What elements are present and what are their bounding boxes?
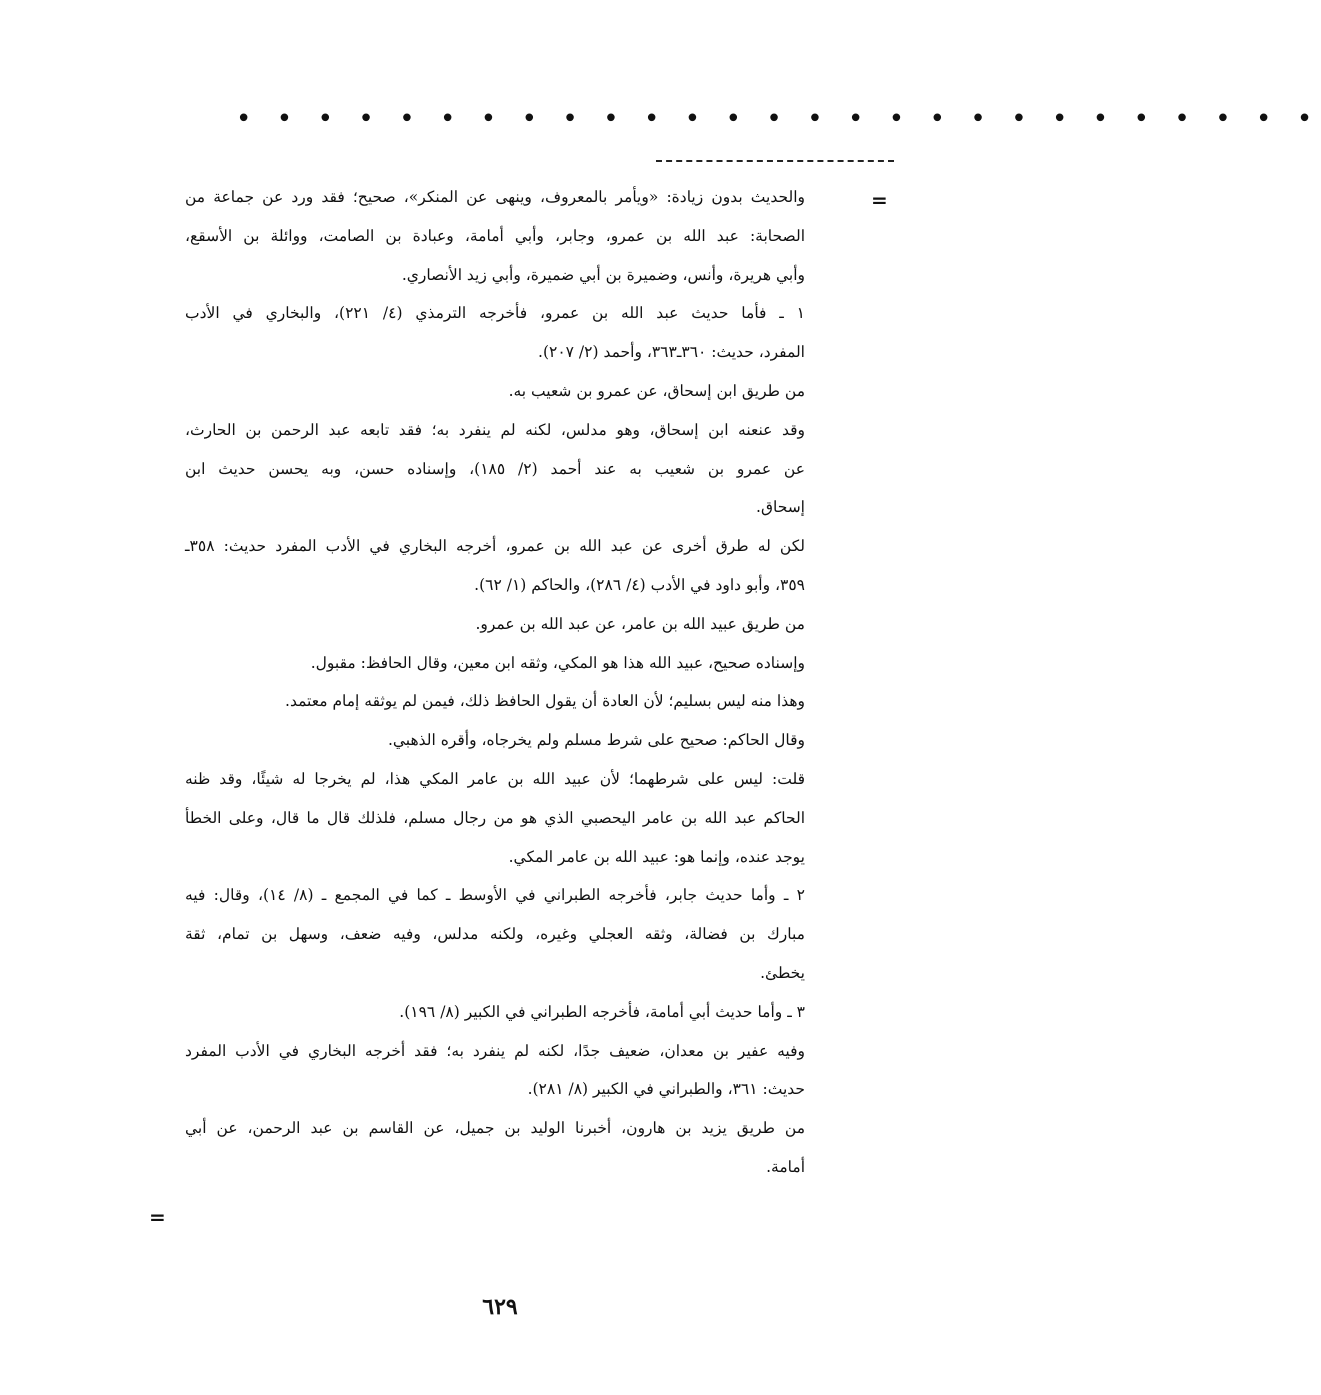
text-line: وهذا منه ليس بسليم؛ لأن العادة أن يقول الحافظ ذلك، فيمن لم يوثقه إمام معتمد.: [285, 692, 805, 711]
text-line: ٣ ـ وأما حديث أبي أمامة، فأخرجه الطبراني في الكبير (٨/ ١٩٦).: [399, 1002, 805, 1021]
text-line: وإسناده صحيح، عبيد الله هذا هو المكي، وثقه ابن معين، وقال الحافظ: مقبول.: [310, 653, 805, 672]
text-line: والحديث بدون زيادة: «ويأمر بالمعروف، وينهى عن المنكر»، صحيح؛ فقد ورد عن جماعة من: [185, 188, 805, 206]
text-line: وقال الحاكم: صحيح على شرط مسلم ولم يخرجاه، وأقره الذهبي.: [387, 731, 805, 750]
text-line: الصحابة: عبد الله بن عمرو، وجابر، وأبي أمامة، وعبادة بن الصامت، ووائلة بن الأسقع،: [185, 226, 805, 245]
text-line: لكن له طرق أخرى عن عبد الله بن عمرو، أخرجه البخاري في الأدب المفرد حديث: ٣٥٨ـ: [185, 537, 805, 556]
text-line: ٢ ـ وأما حديث جابر، فأخرجه الطبراني في الأوسط ـ كما في المجمع ـ (٨/ ١٤)، وقال: فيه: [185, 886, 805, 905]
text-line: من طريق ابن إسحاق، عن عمرو بن شعيب به.: [508, 381, 805, 400]
text-line: المفرد، حديث: ٣٦٠ـ٣٦٣، وأحمد (٢/ ٢٠٧).: [538, 343, 805, 362]
page-number: ٦٢٩: [482, 1294, 518, 1320]
footnote-text: [185, 178, 805, 1187]
text-line: مبارك بن فضالة، وثقه العجلي وغيره، ولكنه مدلس، وفيه ضعف، وسهل بن تمام، ثقة: [185, 925, 805, 944]
footnote-rule: [656, 160, 894, 162]
dotted-separator: • • • • • • • • • • • • • • • • • • • • • • • • • • •: [236, 104, 1321, 134]
text-line: عن عمرو بن شعيب به عند أحمد (٢/ ١٨٥)، وإسناده حسن، وبه يحسن حديث ابن: [185, 459, 805, 478]
text-line: وقد عنعنه ابن إسحاق، وهو مدلس، لكنه لم ينفرد به؛ فقد تابعه عبد الرحمن بن الحارث،: [185, 420, 805, 439]
text-line: الحاكم عبد الله بن عامر اليحصبي الذي هو من رجال مسلم، فلذلك قال ما قال، وعلى الخطأ: [185, 808, 805, 827]
text-line: قلت: ليس على شرطهما؛ لأن عبيد الله بن عامر المكي هذا، لم يخرجا له شيئًا، وقد ظنه: [185, 769, 805, 788]
text-line: ٣٥٩، وأبو داود في الأدب (٤/ ٢٨٦)، والحاكم (١/ ٦٢).: [474, 575, 805, 594]
text-line: وفيه عفير بن معدان، ضعيف جدًا، لكنه لم ينفرد به؛ فقد أخرجه البخاري في الأدب المفرد: [185, 1041, 805, 1060]
text-line: حديث: ٣٦١، والطبراني في الكبير (٨/ ٢٨١).: [527, 1080, 805, 1099]
text-line: يوجد عنده، وإنما هو: عبيد الله بن عامر المكي.: [508, 847, 805, 866]
text-line: أمامة.: [766, 1157, 805, 1176]
continuation-mark-bottom: =: [149, 1205, 166, 1229]
text-line: ١ ـ فأما حديث عبد الله بن عمرو، فأخرجه الترمذي (٤/ ٢٢١)، والبخاري في الأدب: [185, 304, 805, 323]
continuation-mark-top: =: [871, 188, 888, 212]
text-line: من طريق يزيد بن هارون، أخبرنا الوليد بن جميل، عن القاسم بن عبد الرحمن، عن أبي: [185, 1119, 805, 1138]
text-line: من طريق عبيد الله بن عامر، عن عبد الله بن عمرو.: [475, 614, 805, 633]
text-line: يخطئ.: [760, 963, 805, 982]
text-line: وأبي هريرة، وأنس، وضميرة بن أبي ضميرة، وأبي زيد الأنصاري.: [401, 265, 805, 284]
text-line: إسحاق.: [756, 498, 805, 517]
